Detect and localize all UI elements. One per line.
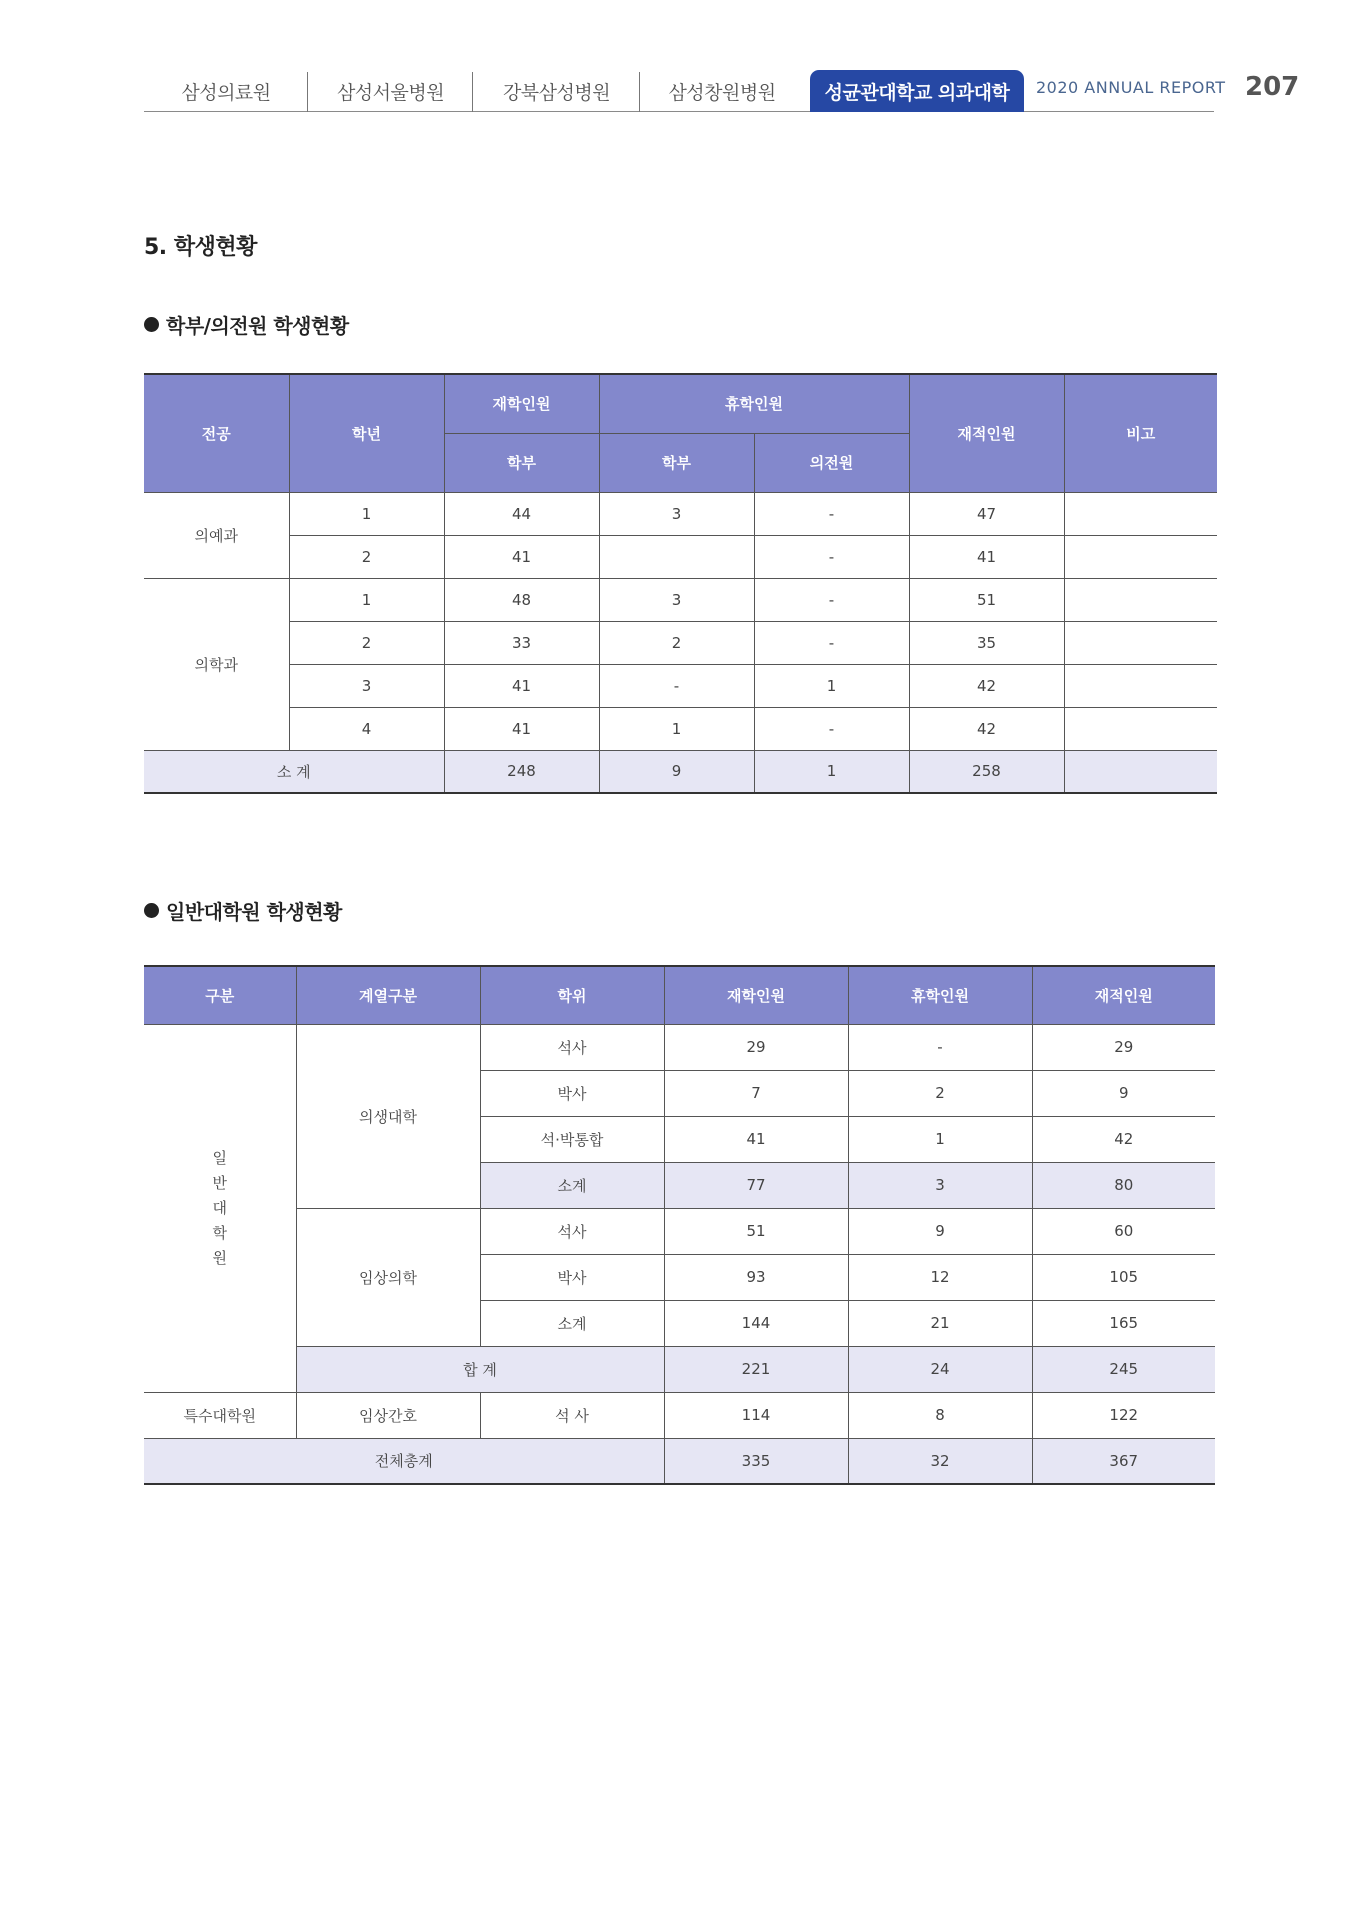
- leave-undergrad-cell: 3: [599, 492, 754, 535]
- leave-cell: 12: [848, 1254, 1032, 1300]
- enrolled-cell: 77: [664, 1162, 848, 1208]
- remark-cell: [1064, 664, 1217, 707]
- table-header-row: [144, 966, 1215, 1024]
- grand-total-label: 전체총계: [144, 1438, 664, 1484]
- section-title: 5. 학생현황: [144, 235, 257, 260]
- remark-cell: [1064, 621, 1217, 664]
- sum-leave: 24: [848, 1346, 1032, 1392]
- registered-cell: 47: [909, 492, 1064, 535]
- sum-label: 합 계: [296, 1346, 664, 1392]
- remark-cell: [1064, 535, 1217, 578]
- enrolled-cell: 48: [444, 578, 599, 621]
- degree-cell: 석·박통합: [480, 1116, 664, 1162]
- registered-cell: 165: [1032, 1300, 1215, 1346]
- grade-cell: 4: [289, 707, 444, 750]
- report-label: 2020 ANNUAL REPORT: [1036, 78, 1226, 97]
- registered-cell: 42: [1032, 1116, 1215, 1162]
- page-number: 207: [1245, 72, 1300, 102]
- table-row: [144, 664, 1217, 707]
- degree-cell: 석사: [480, 1208, 664, 1254]
- sum-row: [144, 1346, 1215, 1392]
- field-cell: 의생대학: [296, 1024, 480, 1208]
- header-leave-undergrad: 학부: [599, 433, 754, 492]
- table-row: [144, 707, 1217, 750]
- grad-school-student-table: [144, 965, 1215, 1485]
- subtotal-row: [144, 750, 1217, 793]
- enrolled-cell: 41: [664, 1116, 848, 1162]
- subtotal-leave-grad: 1: [754, 750, 909, 793]
- leave-grad-cell: -: [754, 492, 909, 535]
- subtotal-label: 소 계: [144, 750, 444, 793]
- leave-grad-cell: 1: [754, 664, 909, 707]
- leave-grad-cell: -: [754, 535, 909, 578]
- leave-cell: 9: [848, 1208, 1032, 1254]
- table-row: [144, 1024, 1215, 1070]
- leave-cell: 8: [848, 1392, 1032, 1438]
- nav-tab-samsung-medical-center[interactable]: 삼성의료원: [144, 70, 308, 112]
- grand-total-registered: 367: [1032, 1438, 1215, 1484]
- leave-undergrad-cell: -: [599, 664, 754, 707]
- header-leave-grad: 의전원: [754, 433, 909, 492]
- enrolled-cell: 51: [664, 1208, 848, 1254]
- header-leave: 휴학인원: [599, 374, 909, 433]
- nav-tab-kangbuk-samsung-hospital[interactable]: 강북삼성병원: [473, 70, 640, 112]
- enrolled-cell: 114: [664, 1392, 848, 1438]
- leave-undergrad-cell: 2: [599, 621, 754, 664]
- header-degree: 학위: [480, 966, 664, 1024]
- nav-tab-skku-medicine[interactable]: 성균관대학교 의과대학: [810, 70, 1024, 112]
- grand-total-leave: 32: [848, 1438, 1032, 1484]
- header-registered: 재적인원: [1032, 966, 1215, 1024]
- degree-cell: 소계: [480, 1162, 664, 1208]
- leave-cell: 1: [848, 1116, 1032, 1162]
- field-cell: 임상의학: [296, 1208, 480, 1346]
- leave-cell: -: [848, 1024, 1032, 1070]
- enrolled-cell: 44: [444, 492, 599, 535]
- leave-cell: 2: [848, 1070, 1032, 1116]
- header-field: 계열구분: [296, 966, 480, 1024]
- leave-grad-cell: -: [754, 578, 909, 621]
- enrolled-cell: 29: [664, 1024, 848, 1070]
- grade-cell: 1: [289, 578, 444, 621]
- leave-grad-cell: -: [754, 707, 909, 750]
- grade-cell: 3: [289, 664, 444, 707]
- header-enrolled-undergrad: 학부: [444, 433, 599, 492]
- registered-cell: 42: [909, 707, 1064, 750]
- registered-cell: 51: [909, 578, 1064, 621]
- registered-cell: 105: [1032, 1254, 1215, 1300]
- table-row: [144, 621, 1217, 664]
- table2-title-text: 일반대학원 학생현황: [166, 900, 342, 924]
- registered-cell: 122: [1032, 1392, 1215, 1438]
- header-grade: 학년: [289, 374, 444, 492]
- leave-undergrad-cell: [599, 535, 754, 578]
- header-remark: 비고: [1064, 374, 1217, 492]
- grade-cell: 1: [289, 492, 444, 535]
- degree-cell: 소계: [480, 1300, 664, 1346]
- table1-title: [144, 310, 349, 339]
- registered-cell: 9: [1032, 1070, 1215, 1116]
- enrolled-cell: 93: [664, 1254, 848, 1300]
- registered-cell: 80: [1032, 1162, 1215, 1208]
- table-row: [144, 535, 1217, 578]
- table-row: [144, 1392, 1215, 1438]
- header-major: 전공: [144, 374, 289, 492]
- registered-cell: 60: [1032, 1208, 1215, 1254]
- degree-cell: 석사: [480, 1024, 664, 1070]
- leave-undergrad-cell: 3: [599, 578, 754, 621]
- grade-cell: 2: [289, 621, 444, 664]
- enrolled-cell: 144: [664, 1300, 848, 1346]
- undergrad-student-table: [144, 373, 1217, 794]
- major-cell: 의예과: [144, 492, 289, 578]
- leave-cell: 3: [848, 1162, 1032, 1208]
- grand-total-enrolled: 335: [664, 1438, 848, 1484]
- degree-cell: 박사: [480, 1254, 664, 1300]
- header-enrolled: 재학인원: [664, 966, 848, 1024]
- enrolled-cell: 41: [444, 664, 599, 707]
- nav-tab-samsung-changwon-hospital[interactable]: 삼성창원병원: [668, 81, 776, 104]
- sum-registered: 245: [1032, 1346, 1215, 1392]
- enrolled-cell: 33: [444, 621, 599, 664]
- table-row: [144, 492, 1217, 535]
- general-grad-label: 일 반 대 학 원: [144, 1024, 296, 1392]
- enrolled-cell: 41: [444, 535, 599, 578]
- subtotal-leave-undergrad: 9: [599, 750, 754, 793]
- subtotal-enrolled: 248: [444, 750, 599, 793]
- table2-title: [144, 896, 342, 925]
- major-cell: 의학과: [144, 578, 289, 750]
- grand-total-row: [144, 1438, 1215, 1484]
- subtotal-registered: 258: [909, 750, 1064, 793]
- leave-grad-cell: -: [754, 621, 909, 664]
- nav-tab-samsung-seoul-hospital[interactable]: 삼성서울병원: [308, 70, 473, 112]
- enrolled-cell: 7: [664, 1070, 848, 1116]
- bullet-icon: [144, 317, 159, 332]
- field-cell: 임상간호: [296, 1392, 480, 1438]
- header-registered: 재적인원: [909, 374, 1064, 492]
- degree-cell: 석 사: [480, 1392, 664, 1438]
- bullet-icon: [144, 903, 159, 918]
- enrolled-cell: 41: [444, 707, 599, 750]
- registered-cell: 35: [909, 621, 1064, 664]
- registered-cell: 29: [1032, 1024, 1215, 1070]
- leave-undergrad-cell: 1: [599, 707, 754, 750]
- header-category: 구분: [144, 966, 296, 1024]
- registered-cell: 42: [909, 664, 1064, 707]
- degree-cell: 박사: [480, 1070, 664, 1116]
- grade-cell: 2: [289, 535, 444, 578]
- table-header-row: [144, 374, 1217, 433]
- table-row: [144, 1208, 1215, 1254]
- header-enrolled: 재학인원: [444, 374, 599, 433]
- table1-title-text: 학부/의전원 학생현황: [166, 314, 349, 338]
- remark-cell: [1064, 492, 1217, 535]
- sum-enrolled: 221: [664, 1346, 848, 1392]
- header-leave: 휴학인원: [848, 966, 1032, 1024]
- table-row: [144, 578, 1217, 621]
- remark-cell: [1064, 578, 1217, 621]
- registered-cell: 41: [909, 535, 1064, 578]
- special-grad-label: 특수대학원: [144, 1392, 296, 1438]
- remark-cell: [1064, 707, 1217, 750]
- subtotal-remark: [1064, 750, 1217, 793]
- leave-cell: 21: [848, 1300, 1032, 1346]
